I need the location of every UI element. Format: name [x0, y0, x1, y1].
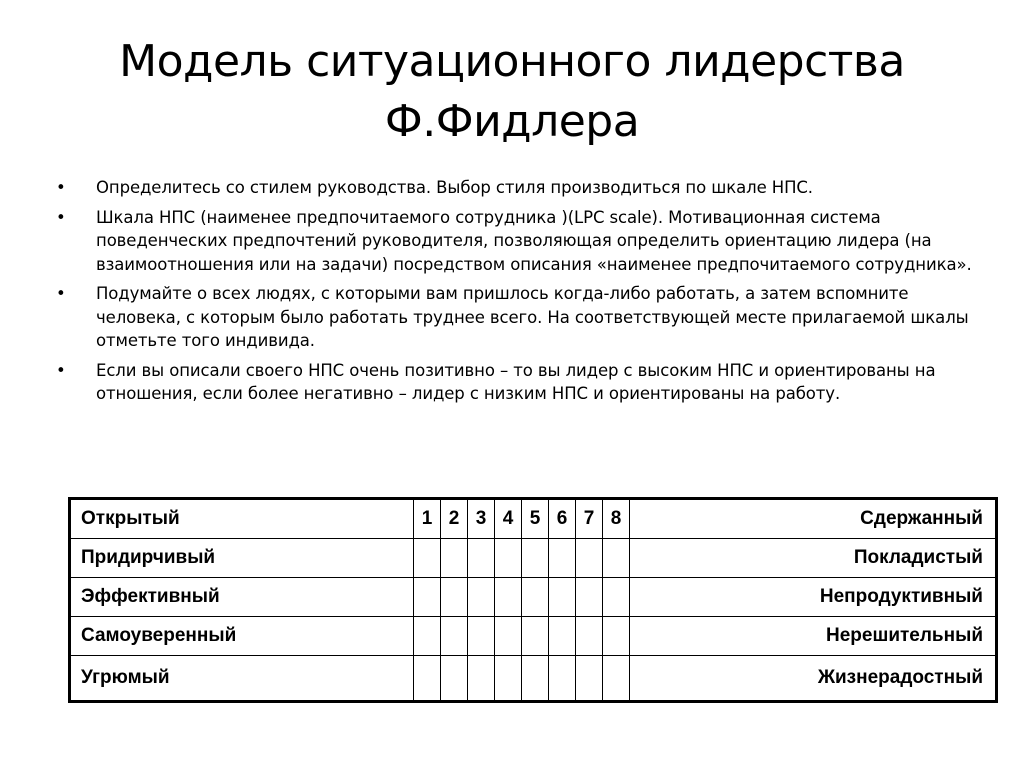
title-line-1: Модель ситуационного лидерства	[119, 36, 905, 87]
scale-number: 3	[468, 499, 495, 539]
table-row	[70, 617, 997, 656]
bullet-text: Подумайте о всех людях, с которыми вам пришлось когда-либо работать, а затем вспомните человека, с которым было работать труднее всего. На соответствующей месте прилагаемой шкалы отметьте того индивида.	[96, 284, 969, 350]
scale-cell[interactable]	[468, 656, 495, 702]
scale-number: 8	[603, 499, 630, 539]
scale-cell[interactable]	[603, 578, 630, 617]
scale-cell[interactable]	[576, 617, 603, 656]
bullet-item	[56, 359, 986, 406]
scale-cell[interactable]	[603, 656, 630, 702]
table-row	[70, 539, 997, 578]
bullet-list	[56, 176, 986, 412]
scale-cell[interactable]	[549, 539, 576, 578]
scale-cell[interactable]	[603, 539, 630, 578]
left-trait: Эффективный	[70, 578, 414, 617]
left-trait: Открытый	[70, 499, 414, 539]
scale-cell[interactable]	[603, 617, 630, 656]
scale-cell[interactable]	[414, 656, 441, 702]
table-row	[70, 499, 997, 539]
scale-cell[interactable]	[522, 656, 549, 702]
scale-cell[interactable]	[522, 617, 549, 656]
scale-cell[interactable]	[495, 656, 522, 702]
scale-cell[interactable]	[441, 656, 468, 702]
scale-number: 1	[414, 499, 441, 539]
scale-cell[interactable]	[414, 539, 441, 578]
table-row	[70, 656, 997, 702]
right-trait: Нерешительный	[630, 617, 997, 656]
bullet-text: Шкала НПС (наименее предпочитаемого сотрудника )(LPC scale). Мотивационная система поведенческих предпочтений руководителя, позволяющая определить ориентацию лидера (на взаимоотношения или на задачи) посредством описания «наименее предпочитаемого сотрудника».	[96, 207, 972, 274]
scale-number: 4	[495, 499, 522, 539]
slide-title	[0, 32, 1024, 152]
scale-number: 2	[441, 499, 468, 539]
scale-cell[interactable]	[495, 578, 522, 617]
bullet-text: Если вы описали своего НПС очень позитивно – то вы лидер с высоким НПС и ориентированы на отношения, если более негативно – лидер с низким НПС и ориентированы на работу.	[96, 360, 936, 403]
scale-cell[interactable]	[549, 656, 576, 702]
left-trait: Самоуверенный	[70, 617, 414, 656]
bullet-icon: •	[56, 284, 66, 303]
scale-cell[interactable]	[414, 617, 441, 656]
scale-number: 5	[522, 499, 549, 539]
scale-number: 6	[549, 499, 576, 539]
left-trait: Угрюмый	[70, 656, 414, 702]
scale-cell[interactable]	[441, 617, 468, 656]
bullet-icon: •	[56, 207, 66, 227]
bullet-icon: •	[56, 360, 66, 380]
bullet-item	[56, 176, 986, 200]
bullet-item	[56, 206, 986, 277]
scale-cell[interactable]	[576, 656, 603, 702]
scale-cell[interactable]	[468, 539, 495, 578]
left-trait: Придирчивый	[70, 539, 414, 578]
bullet-icon: •	[56, 178, 66, 197]
scale-cell[interactable]	[576, 578, 603, 617]
right-trait: Сдержанный	[630, 499, 997, 539]
scale-cell[interactable]	[522, 578, 549, 617]
scale-cell[interactable]	[468, 578, 495, 617]
scale-cell[interactable]	[441, 578, 468, 617]
title-line-2: Ф.Фидлера	[384, 96, 640, 147]
scale-cell[interactable]	[441, 539, 468, 578]
scale-cell[interactable]	[495, 539, 522, 578]
scale-cell[interactable]	[414, 578, 441, 617]
scale-cell[interactable]	[576, 539, 603, 578]
table-row	[70, 578, 997, 617]
scale-cell[interactable]	[549, 617, 576, 656]
right-trait: Жизнерадостный	[630, 656, 997, 702]
right-trait: Покладистый	[630, 539, 997, 578]
scale-cell[interactable]	[495, 617, 522, 656]
right-trait: Непродуктивный	[630, 578, 997, 617]
lpc-scale-table	[68, 497, 998, 703]
bullet-text: Определитесь со стилем руководства. Выбор стиля производиться по шкале НПС.	[96, 178, 813, 197]
scale-cell[interactable]	[468, 617, 495, 656]
bullet-item	[56, 282, 986, 353]
scale-cell[interactable]	[522, 539, 549, 578]
scale-cell[interactable]	[549, 578, 576, 617]
scale-number: 7	[576, 499, 603, 539]
